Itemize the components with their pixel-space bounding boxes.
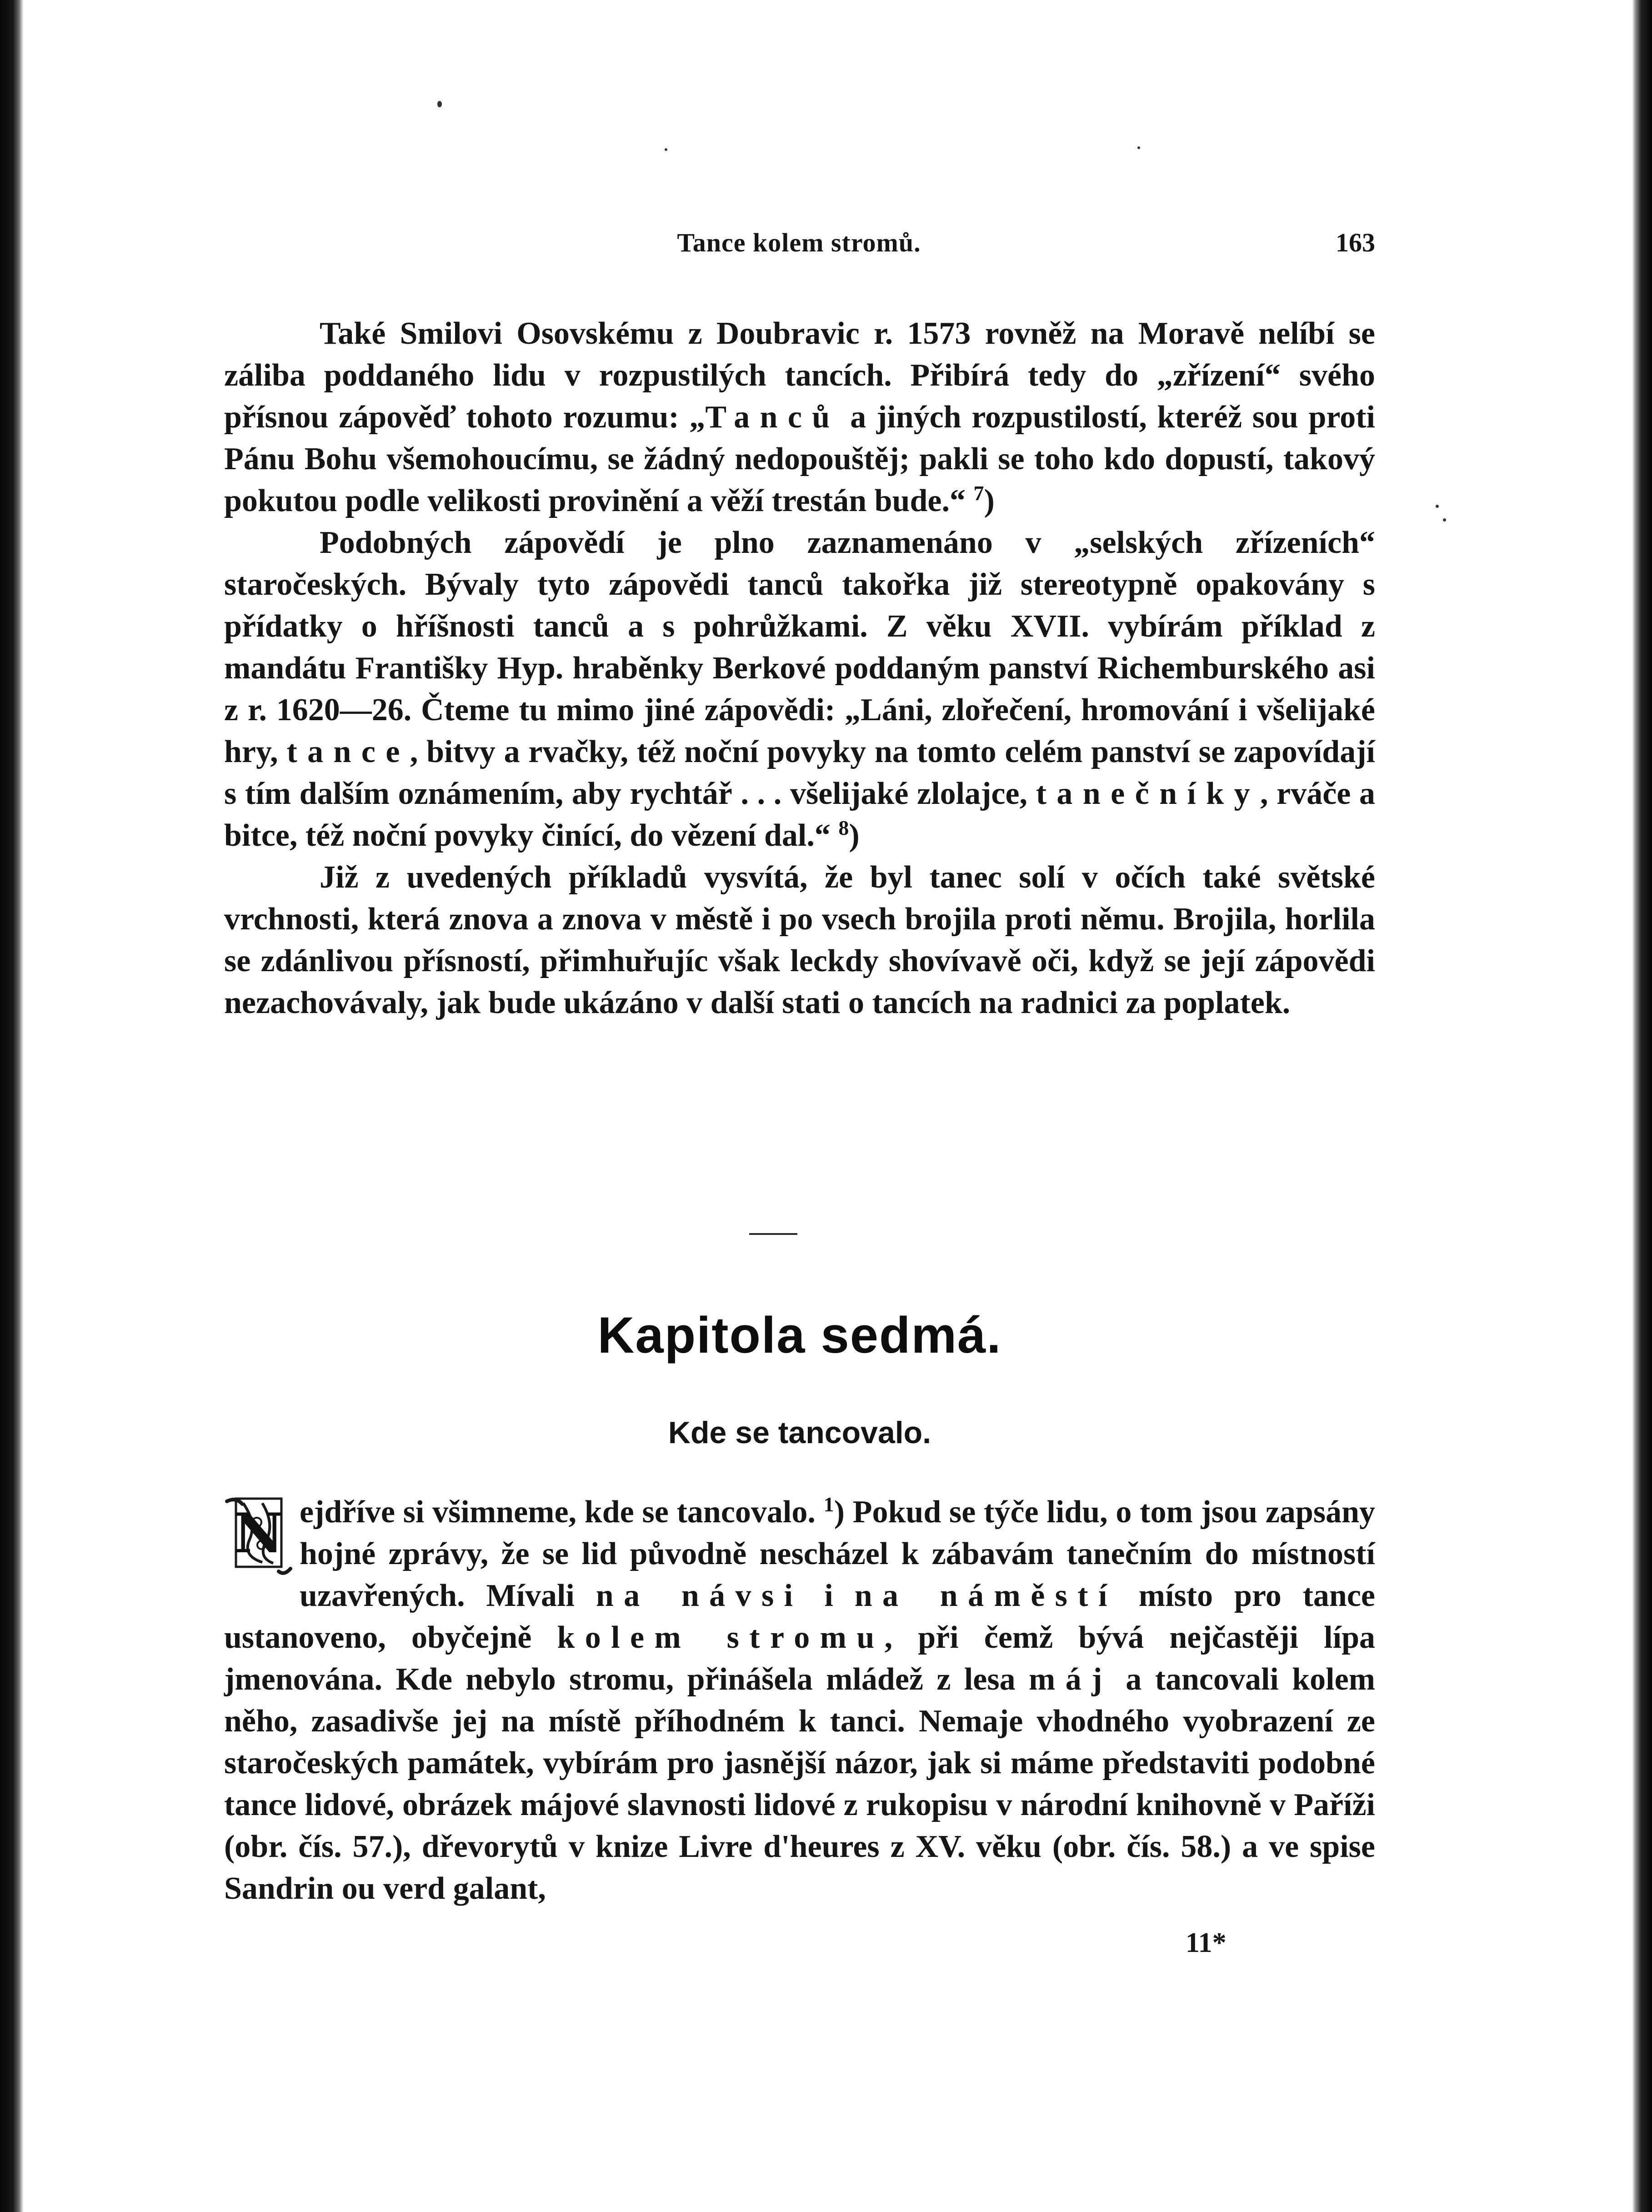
paragraph-4: N ejdříve si všimneme, kde se tancovalo. $^1$) Pokud se týče lidu, o tom jsou zapsány hojné zprávy, že se lid původně nescházel k zábavám tanečním do místností uzavřených. Mívali na návsi i na náměstí místo pro tance ustanoveno, obyčejně kolem stromu, při čemž bývá nejčastěji lípa jmenována. Kde nebylo stromu, přinášela mládež z lesa máj a tancovali kolem něho, zasadivše jej na místě příhodném k tanci. Nemaje vhodného vyobrazení ze staročeských památek, vybírám pro jasnější názor, jak si máme představiti podobné tance lidové, obrázek májové slavnosti lidové z rukopisu v národní knihovně v Paříži (obr. čís. 57.), dřevorytů v knize Livre d'heures z XV. věku (obr. čís. 58.) a ve spise Sandrin ou verd galant,: [224, 1493, 1376, 1906]
chapter-subtitle: Kde se tancovalo.: [668, 1415, 931, 1450]
running-header: [223, 227, 1375, 264]
spaced-emphasis: na náměstí: [854, 1578, 1117, 1613]
spaced-emphasis: tanečníky: [1036, 776, 1260, 811]
scan-speck: [1443, 518, 1446, 522]
scan-speck: [665, 148, 667, 151]
running-title: Tance kolem stromů.: [677, 228, 921, 257]
spaced-emphasis: máj: [1029, 1662, 1112, 1697]
section-divider: [749, 1233, 797, 1235]
scan-speck: [1137, 146, 1140, 149]
scan-edge-right: [1632, 0, 1652, 2212]
dropcap-letter: N: [234, 1501, 284, 1565]
spaced-emphasis: kolem stromu: [557, 1620, 885, 1655]
ornamental-initial-icon: [224, 1496, 292, 1576]
scan-speck: [1436, 505, 1439, 508]
text-section-2: [224, 1491, 1375, 1910]
footnote-ref-1[interactable]: 1: [823, 1493, 834, 1516]
scan-edge-left: [0, 0, 24, 2212]
paragraph-2: Podobných zápovědí je plno zaznamenáno v „selských zřízeních“ staročeských. Bývaly tyto zápovědi tanců takořka již stereotypně opakovány s přídatky o hříšnosti tanců a s pohrůžkami. Z věku XVII. vybírám příklad z mandátu Františky Hyp. hraběnky Berkové poddaným panství Richemburského asi z r. 1620—26. Čteme tu mimo jiné zápovědi: „Láni, zlořečení, hromování i všelijaké hry, tance, bitvy a rvačky, též noční povyky na tomto celém panství se zapovídají s tím dalším oznámením, aby rychtář . . . všelijaké zlolajce, tanečníky, rváče a bitce, též noční povyky činící, do vězení dal.“ $^8$): [224, 525, 1375, 853]
text-section-1: [224, 313, 1375, 1024]
paragraph-3: Již z uvedených příkladů vysvítá, že byl tanec solí v očích také světské vrchnosti, která znova a znova v městě i po vsech brojila proti němu. Brojila, horlila se zdánlivou přísností, přimhuřujíc však leckdy shovívavě oči, když se její zápovědi nezachovávaly, jak bude ukázáno v další stati o tancích na radnici za poplatek.: [224, 860, 1375, 1020]
scan-speck: [437, 101, 442, 107]
spaced-emphasis: tance: [286, 734, 410, 769]
footnote-ref-7[interactable]: 7: [973, 482, 984, 505]
spaced-emphasis: Tanců: [705, 400, 840, 435]
chapter-title: Kapitola sedmá.: [597, 1307, 1002, 1364]
page-number: 163: [1336, 228, 1375, 257]
spaced-emphasis: na návsi: [596, 1578, 803, 1613]
printer-signature-mark: 11*: [1186, 1927, 1226, 1958]
footnote-ref-8[interactable]: 8: [838, 816, 849, 839]
paragraph-1: Také Smilovi Osovskému z Doubravic r. 1573 rovněž na Moravě nelíbí se záliba poddaného lidu v rozpustilých tancích. Přibírá tedy do „zřízení“ svého přísnou zápověď tohoto rozumu: „Tanců a jiných rozpustilostí, kteréž sou proti Pánu Bohu všemohoucímu, se žádný nedopouštěj; pakli se toho kdo dopustí, takový pokutou podle velikosti provinění a věží trestán bude.“ $^7$): [224, 316, 1375, 518]
